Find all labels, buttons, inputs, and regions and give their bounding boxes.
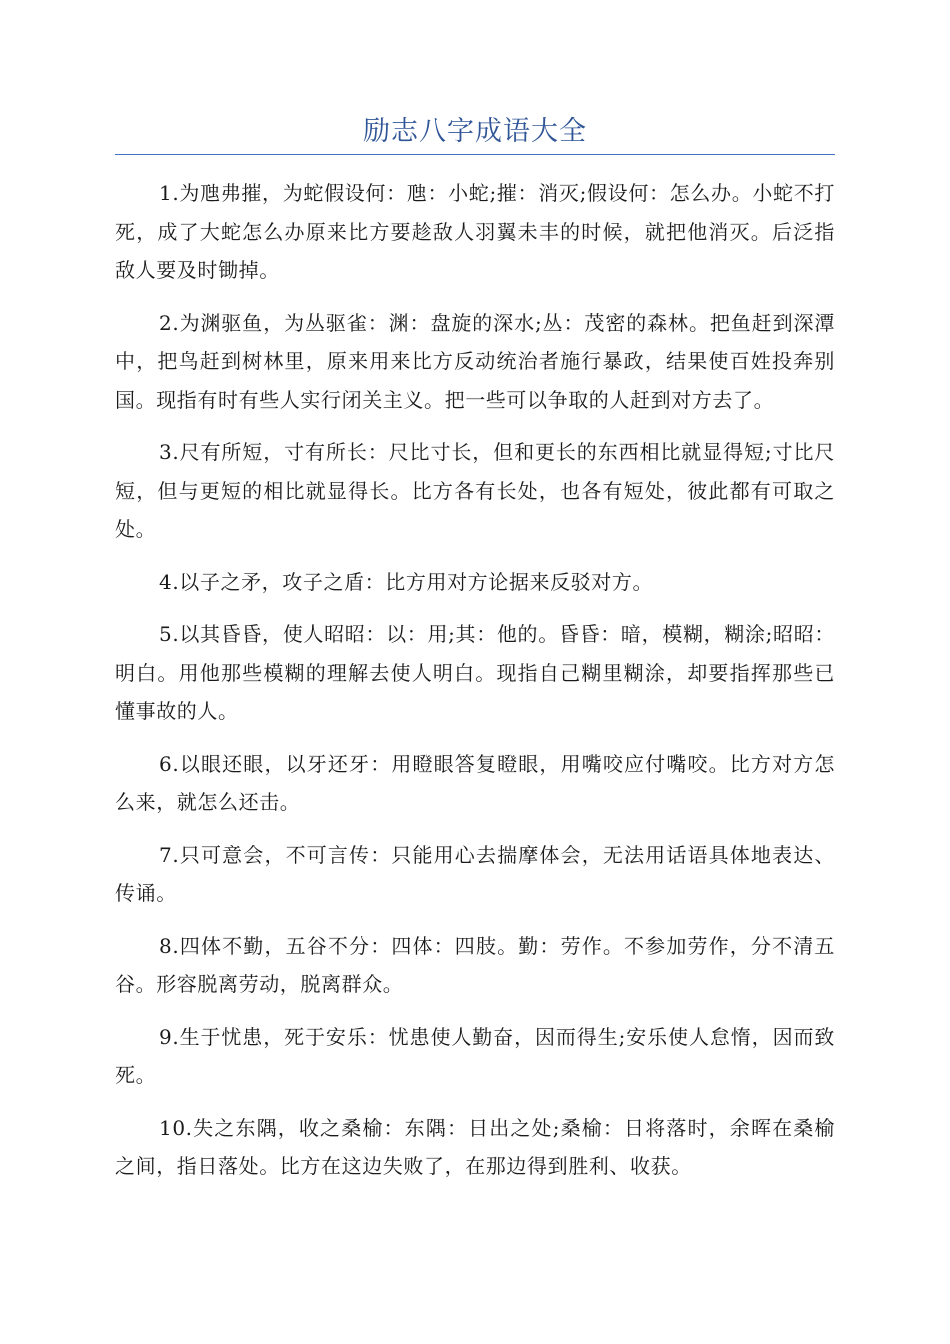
document-title: 励志八字成语大全 — [363, 116, 587, 147]
idiom-paragraph-6: 6.以眼还眼，以牙还牙：用瞪眼答复瞪眼，用嘴咬应付嘴咬。比方对方怎么来，就怎么还击。 — [115, 751, 835, 814]
idiom-paragraph-1: 1.为虺弗摧，为蛇假设何：虺：小蛇;摧：消灭;假设何：怎么办。小蛇不打死，成了大蛇怎么办原来比方要趁敌人羽翼未丰的时候，就把他消灭。后泛指敌人要及时锄掉。 — [115, 181, 835, 282]
idiom-paragraph-8: 8.四体不勤，五谷不分：四体：四肢。勤：劳作。不参加劳作，分不清五谷。形容脱离劳动，脱离群众。 — [115, 933, 835, 996]
idiom-paragraph-5: 5.以其昏昏，使人昭昭：以：用;其：他的。昏昏：暗，模糊，糊涂;昭昭：明白。用他那些模糊的理解去使人明白。现指自己糊里糊涂，却要指挥那些已懂事故的人。 — [115, 622, 835, 723]
idiom-paragraph-9: 9.生于忧患，死于安乐：忧患使人勤奋，因而得生;安乐使人怠惰，因而致死。 — [115, 1024, 835, 1087]
idiom-paragraph-10: 10.失之东隅，收之桑榆：东隅：日出之处;桑榆：日将落时，余晖在桑榆之间，指日落处。比方在这边失败了，在那边得到胜利、收获。 — [115, 1115, 835, 1178]
title-underline — [115, 154, 835, 155]
idiom-paragraph-4: 4.以子之矛，攻子之盾：比方用对方论据来反驳对方。 — [159, 569, 654, 594]
idiom-paragraph-7: 7.只可意会，不可言传：只能用心去揣摩体会，无法用话语具体地表达、传诵。 — [115, 842, 835, 905]
idiom-paragraph-2: 2.为渊驱鱼，为丛驱雀：渊：盘旋的深水;丛：茂密的森林。把鱼赶到深潭中，把鸟赶到树林里，原来用来比方反动统治者施行暴政，结果使百姓投奔别国。现指有时有些人实行闭关主义。把一些可以争取的人赶到对方去了。 — [115, 310, 835, 412]
document-body — [115, 174, 835, 1200]
idiom-paragraph-3: 3.尺有所短，寸有所长：尺比寸长，但和更长的东西相比就显得短;寸比尺短，但与更短的相比就显得长。比方各有长处，也各有短处，彼此都有可取之处。 — [115, 440, 835, 541]
